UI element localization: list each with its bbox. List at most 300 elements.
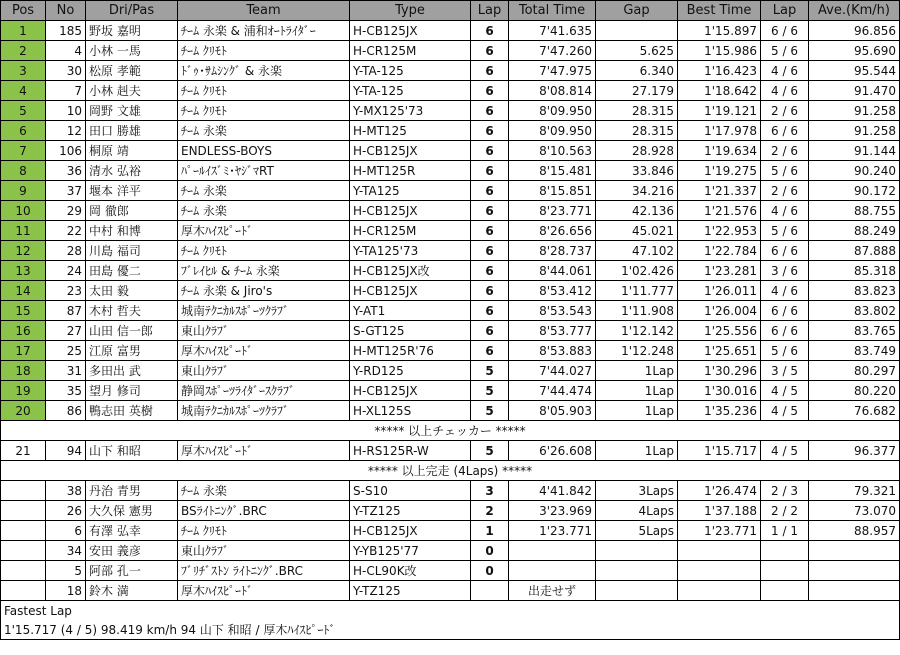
table-row (1, 241, 900, 261)
cell-lap: 5 (471, 381, 509, 401)
cell-team: ﾁｰﾑ ｸﾘﾓﾄ (178, 41, 350, 61)
cell-average-speed: 73.070 (809, 501, 900, 521)
cell-total-time: 8'09.950 (509, 101, 596, 121)
cell-best-time: 1'16.423 (678, 61, 761, 81)
cell-best-lap: 6 / 6 (761, 301, 809, 321)
table-row (1, 381, 900, 401)
cell-best-time: 1'19.121 (678, 101, 761, 121)
cell-lap: 6 (471, 201, 509, 221)
table-row (1, 401, 900, 421)
cell-driver: 大久保 憲男 (86, 501, 178, 521)
cell-no: 6 (46, 521, 86, 541)
cell-total-time: 8'53.883 (509, 341, 596, 361)
cell-team: ﾁｰﾑ ｸﾘﾓﾄ (178, 241, 350, 261)
cell-type: Y-TA-125 (350, 61, 471, 81)
cell-total-time: 8'26.656 (509, 221, 596, 241)
cell-average-speed: 76.682 (809, 401, 900, 421)
cell-driver: 望月 修司 (86, 381, 178, 401)
cell-gap (596, 541, 678, 561)
cell-best-time: 1'26.011 (678, 281, 761, 301)
cell-average-speed: 90.172 (809, 181, 900, 201)
cell-lap: 6 (471, 21, 509, 41)
cell-driver: 松原 孝範 (86, 61, 178, 81)
cell-total-time: 1'23.771 (509, 521, 596, 541)
cell-average-speed: 79.321 (809, 481, 900, 501)
cell-no: 94 (46, 441, 86, 461)
cell-type: H-CB125JX (350, 21, 471, 41)
header-gap: Gap (596, 1, 678, 21)
cell-team: 東山ｸﾗﾌﾞ (178, 361, 350, 381)
cell-no: 22 (46, 221, 86, 241)
cell-team: ﾄﾞｩ･ｻﾑｼﾝｸﾞ & 永楽 (178, 61, 350, 81)
cell-driver: 田島 優二 (86, 261, 178, 281)
cell-type: Y-YB125'77 (350, 541, 471, 561)
cell-best-lap: 6 / 6 (761, 321, 809, 341)
cell-average-speed: 91.258 (809, 121, 900, 141)
cell-no: 5 (46, 561, 86, 581)
cell-team: 厚木ﾊｲｽﾋﾟｰﾄﾞ (178, 441, 350, 461)
cell-driver: 堰本 洋平 (86, 181, 178, 201)
cell-average-speed: 88.249 (809, 221, 900, 241)
cell-driver: 中村 和博 (86, 221, 178, 241)
cell-driver: 阿部 孔一 (86, 561, 178, 581)
cell-gap: 5Laps (596, 521, 678, 541)
cell-gap: 33.846 (596, 161, 678, 181)
cell-team: 静岡ｽﾎﾟｰﾂﾗｲﾀﾞｰｽｸﾗﾌﾞ (178, 381, 350, 401)
cell-driver: 有澤 弘幸 (86, 521, 178, 541)
cell-no: 24 (46, 261, 86, 281)
header-average-speed: Ave.(Km/h) (809, 1, 900, 21)
cell-average-speed: 83.749 (809, 341, 900, 361)
cell-pos: 19 (1, 381, 46, 401)
cell-no: 28 (46, 241, 86, 261)
cell-lap: 6 (471, 61, 509, 81)
cell-pos: 2 (1, 41, 46, 61)
cell-pos (1, 561, 46, 581)
header-lap: Lap (471, 1, 509, 21)
table-row (1, 561, 900, 581)
cell-driver: 丹治 青男 (86, 481, 178, 501)
cell-best-lap: 4 / 6 (761, 201, 809, 221)
cell-no: 23 (46, 281, 86, 301)
cell-no: 4 (46, 41, 86, 61)
cell-best-lap: 6 / 6 (761, 121, 809, 141)
finish-separator-row (1, 461, 900, 481)
cell-team: ﾁｰﾑ 永楽 (178, 481, 350, 501)
cell-best-lap: 2 / 6 (761, 141, 809, 161)
cell-driver: 野坂 嘉明 (86, 21, 178, 41)
cell-lap: 6 (471, 121, 509, 141)
cell-best-time: 1'23.281 (678, 261, 761, 281)
cell-gap: 27.179 (596, 81, 678, 101)
cell-no: 27 (46, 321, 86, 341)
cell-best-lap: 4 / 5 (761, 381, 809, 401)
table-row (1, 161, 900, 181)
cell-total-time: 出走せず (509, 581, 596, 601)
cell-type: Y-MX125'73 (350, 101, 471, 121)
cell-team: ﾁｰﾑ ｸﾘﾓﾄ (178, 521, 350, 541)
cell-average-speed: 96.377 (809, 441, 900, 461)
cell-total-time: 8'05.903 (509, 401, 596, 421)
cell-lap: 6 (471, 261, 509, 281)
cell-best-lap: 6 / 6 (761, 21, 809, 41)
cell-best-lap: 2 / 6 (761, 181, 809, 201)
cell-pos (1, 481, 46, 501)
cell-gap: 1'12.248 (596, 341, 678, 361)
cell-average-speed (809, 581, 900, 601)
cell-pos: 7 (1, 141, 46, 161)
cell-lap: 6 (471, 341, 509, 361)
cell-total-time: 8'53.412 (509, 281, 596, 301)
cell-gap: 1Lap (596, 441, 678, 461)
cell-gap: 4Laps (596, 501, 678, 521)
table-row (1, 281, 900, 301)
cell-lap: 5 (471, 401, 509, 421)
cell-lap (471, 581, 509, 601)
cell-no: 38 (46, 481, 86, 501)
cell-pos: 4 (1, 81, 46, 101)
cell-total-time: 7'47.260 (509, 41, 596, 61)
cell-best-time: 1'30.296 (678, 361, 761, 381)
cell-team: ENDLESS-BOYS (178, 141, 350, 161)
cell-total-time: 8'23.771 (509, 201, 596, 221)
cell-average-speed: 95.690 (809, 41, 900, 61)
cell-best-lap: 1 / 1 (761, 521, 809, 541)
cell-driver: 岡 徹郎 (86, 201, 178, 221)
table-row (1, 481, 900, 501)
cell-best-lap: 3 / 6 (761, 261, 809, 281)
cell-best-lap: 5 / 6 (761, 221, 809, 241)
cell-no: 185 (46, 21, 86, 41)
cell-lap: 5 (471, 361, 509, 381)
cell-pos: 20 (1, 401, 46, 421)
cell-best-time (678, 581, 761, 601)
table-row (1, 81, 900, 101)
cell-gap: 1'11.908 (596, 301, 678, 321)
cell-gap: 42.136 (596, 201, 678, 221)
cell-best-lap: 2 / 6 (761, 101, 809, 121)
cell-gap: 47.102 (596, 241, 678, 261)
cell-team: 厚木ﾊｲｽﾋﾟｰﾄﾞ (178, 221, 350, 241)
cell-gap: 1'02.426 (596, 261, 678, 281)
cell-driver: 川島 福司 (86, 241, 178, 261)
cell-pos: 11 (1, 221, 46, 241)
cell-best-time (678, 561, 761, 581)
cell-driver: 小林 一馬 (86, 41, 178, 61)
header-type: Type (350, 1, 471, 21)
cell-lap: 6 (471, 101, 509, 121)
cell-lap: 3 (471, 481, 509, 501)
cell-lap: 6 (471, 141, 509, 161)
cell-lap: 6 (471, 81, 509, 101)
cell-best-time (678, 541, 761, 561)
cell-no: 26 (46, 501, 86, 521)
cell-best-time: 1'30.016 (678, 381, 761, 401)
cell-gap: 6.340 (596, 61, 678, 81)
cell-gap: 1Lap (596, 401, 678, 421)
cell-best-time: 1'23.771 (678, 521, 761, 541)
cell-best-time: 1'26.004 (678, 301, 761, 321)
cell-best-lap: 4 / 5 (761, 441, 809, 461)
cell-type: H-CL90K改 (350, 561, 471, 581)
cell-pos: 17 (1, 341, 46, 361)
cell-gap (596, 581, 678, 601)
cell-best-time: 1'21.337 (678, 181, 761, 201)
cell-total-time: 7'47.975 (509, 61, 596, 81)
cell-no: 35 (46, 381, 86, 401)
cell-type: H-CR125M (350, 221, 471, 241)
cell-best-time: 1'37.188 (678, 501, 761, 521)
cell-gap: 1Lap (596, 361, 678, 381)
table-row (1, 101, 900, 121)
cell-gap: 34.216 (596, 181, 678, 201)
cell-no: 18 (46, 581, 86, 601)
cell-best-lap: 3 / 5 (761, 361, 809, 381)
cell-gap: 1'11.777 (596, 281, 678, 301)
cell-type: H-RS125R-W (350, 441, 471, 461)
header-no: No (46, 1, 86, 21)
table-row (1, 121, 900, 141)
cell-type: H-MT125 (350, 121, 471, 141)
cell-team: 城南ﾃｸﾆｶﾙｽﾎﾟｰﾂｸﾗﾌﾞ (178, 301, 350, 321)
table-row (1, 261, 900, 281)
cell-pos: 14 (1, 281, 46, 301)
cell-best-time: 1'21.576 (678, 201, 761, 221)
dnf-body (1, 481, 900, 601)
results-body (1, 21, 900, 421)
fastest-lap-title-row (1, 601, 900, 621)
cell-total-time: 8'15.851 (509, 181, 596, 201)
cell-team: BSﾗｲﾄﾆﾝｸﾞ.BRC (178, 501, 350, 521)
table-row (1, 541, 900, 561)
cell-average-speed: 80.297 (809, 361, 900, 381)
cell-team: 厚木ﾊｲｽﾋﾟｰﾄﾞ (178, 341, 350, 361)
cell-best-lap: 2 / 3 (761, 481, 809, 501)
cell-pos: 1 (1, 21, 46, 41)
cell-team: 東山ｸﾗﾌﾞ (178, 541, 350, 561)
cell-gap: 45.021 (596, 221, 678, 241)
cell-no: 25 (46, 341, 86, 361)
cell-type: H-CR125M (350, 41, 471, 61)
cell-pos (1, 581, 46, 601)
cell-average-speed: 80.220 (809, 381, 900, 401)
cell-best-lap: 4 / 6 (761, 281, 809, 301)
cell-best-time: 1'19.634 (678, 141, 761, 161)
cell-average-speed (809, 561, 900, 581)
cell-type: H-CB125JX改 (350, 261, 471, 281)
cell-total-time: 7'41.635 (509, 21, 596, 41)
cell-type: H-CB125JX (350, 281, 471, 301)
cell-no: 36 (46, 161, 86, 181)
cell-gap: 1Lap (596, 381, 678, 401)
cell-driver: 江原 富男 (86, 341, 178, 361)
cell-driver: 多田出 武 (86, 361, 178, 381)
cell-gap: 1'12.142 (596, 321, 678, 341)
cell-best-lap (761, 561, 809, 581)
cell-total-time: 4'41.842 (509, 481, 596, 501)
cell-best-time: 1'18.642 (678, 81, 761, 101)
cell-pos (1, 521, 46, 541)
cell-pos (1, 541, 46, 561)
cell-lap: 5 (471, 441, 509, 461)
table-row (1, 221, 900, 241)
fastest-lap-value: 1'15.717 (4 / 5) 98.419 km/h 94 山下 和昭 / 厚木ﾊｲｽﾋﾟｰﾄﾞ (1, 620, 900, 640)
cell-type: Y-TZ125 (350, 501, 471, 521)
cell-no: 106 (46, 141, 86, 161)
cell-lap: 6 (471, 321, 509, 341)
cell-lap: 6 (471, 181, 509, 201)
cell-pos (1, 501, 46, 521)
cell-no: 30 (46, 61, 86, 81)
cell-type: H-XL125S (350, 401, 471, 421)
cell-pos: 5 (1, 101, 46, 121)
cell-best-time: 1'22.953 (678, 221, 761, 241)
cell-no: 34 (46, 541, 86, 561)
row21-body (1, 441, 900, 461)
cell-best-lap: 4 / 5 (761, 401, 809, 421)
cell-total-time: 7'44.027 (509, 361, 596, 381)
cell-team: ﾌﾞﾘﾁﾞｽﾄﾝ ﾗｲﾄﾆﾝｸﾞ.BRC (178, 561, 350, 581)
cell-type: Y-TA125 (350, 181, 471, 201)
cell-average-speed: 88.755 (809, 201, 900, 221)
cell-gap: 5.625 (596, 41, 678, 61)
cell-best-time: 1'25.556 (678, 321, 761, 341)
cell-lap: 6 (471, 301, 509, 321)
cell-gap: 28.315 (596, 101, 678, 121)
cell-best-lap: 4 / 6 (761, 81, 809, 101)
cell-team: ﾁｰﾑ ｸﾘﾓﾄ (178, 81, 350, 101)
cell-type: H-MT125R (350, 161, 471, 181)
cell-total-time (509, 561, 596, 581)
cell-pos: 9 (1, 181, 46, 201)
cell-average-speed: 96.856 (809, 21, 900, 41)
cell-average-speed: 95.544 (809, 61, 900, 81)
cell-lap: 6 (471, 241, 509, 261)
cell-pos: 13 (1, 261, 46, 281)
cell-best-lap: 5 / 6 (761, 161, 809, 181)
cell-average-speed: 87.888 (809, 241, 900, 261)
cell-average-speed: 91.144 (809, 141, 900, 161)
cell-total-time: 8'44.061 (509, 261, 596, 281)
cell-pos: 12 (1, 241, 46, 261)
table-row (1, 21, 900, 41)
cell-team: 東山ｸﾗﾌﾞ (178, 321, 350, 341)
cell-type: S-S10 (350, 481, 471, 501)
cell-average-speed: 91.258 (809, 101, 900, 121)
cell-best-time: 1'35.236 (678, 401, 761, 421)
cell-best-time: 1'26.474 (678, 481, 761, 501)
cell-total-time: 7'44.474 (509, 381, 596, 401)
cell-no: 10 (46, 101, 86, 121)
table-row (1, 181, 900, 201)
cell-pos: 10 (1, 201, 46, 221)
cell-best-time: 1'15.986 (678, 41, 761, 61)
cell-best-time: 1'19.275 (678, 161, 761, 181)
table-row (1, 41, 900, 61)
cell-driver: 桐原 靖 (86, 141, 178, 161)
cell-lap: 6 (471, 221, 509, 241)
cell-best-lap: 2 / 2 (761, 501, 809, 521)
header-best-time: Best Time (678, 1, 761, 21)
cell-pos: 6 (1, 121, 46, 141)
cell-driver: 小林 赳夫 (86, 81, 178, 101)
cell-average-speed: 91.470 (809, 81, 900, 101)
cell-best-lap: 4 / 6 (761, 61, 809, 81)
fastest-lap-value-row (1, 620, 900, 640)
cell-driver: 太田 毅 (86, 281, 178, 301)
cell-no: 7 (46, 81, 86, 101)
cell-type: Y-TA125'73 (350, 241, 471, 261)
table-row (1, 581, 900, 601)
cell-driver: 鴨志田 英樹 (86, 401, 178, 421)
header-pos: Pos (1, 1, 46, 21)
cell-no: 86 (46, 401, 86, 421)
cell-lap: 1 (471, 521, 509, 541)
cell-type: H-MT125R'76 (350, 341, 471, 361)
cell-driver: 山田 信一郎 (86, 321, 178, 341)
cell-type: H-CB125JX (350, 521, 471, 541)
table-row (1, 61, 900, 81)
cell-total-time: 8'15.481 (509, 161, 596, 181)
cell-best-time: 1'17.978 (678, 121, 761, 141)
cell-average-speed: 90.240 (809, 161, 900, 181)
cell-total-time: 8'53.777 (509, 321, 596, 341)
cell-average-speed: 83.765 (809, 321, 900, 341)
cell-best-time: 1'15.717 (678, 441, 761, 461)
cell-team: 厚木ﾊｲｽﾋﾟｰﾄﾞ (178, 581, 350, 601)
cell-lap: 2 (471, 501, 509, 521)
cell-gap (596, 21, 678, 41)
cell-driver: 清水 弘裕 (86, 161, 178, 181)
table-row (1, 521, 900, 541)
cell-type: Y-RD125 (350, 361, 471, 381)
cell-driver: 木村 哲夫 (86, 301, 178, 321)
cell-team: ﾁｰﾑ 永楽 (178, 201, 350, 221)
cell-lap: 0 (471, 541, 509, 561)
cell-best-lap (761, 541, 809, 561)
header-best-lap: Lap (761, 1, 809, 21)
cell-best-lap: 5 / 6 (761, 41, 809, 61)
cell-lap: 6 (471, 161, 509, 181)
header-row (1, 1, 900, 21)
header-driver: Dri/Pas (86, 1, 178, 21)
cell-team: ﾊﾟｰﾙｲｽﾞﾐ･ﾔｼﾞﾏRT (178, 161, 350, 181)
cell-lap: 6 (471, 41, 509, 61)
cell-team: ﾁｰﾑ ｸﾘﾓﾄ (178, 101, 350, 121)
cell-total-time: 8'09.950 (509, 121, 596, 141)
cell-team: ﾌﾞﾚｲﾋﾙ & ﾁｰﾑ 永楽 (178, 261, 350, 281)
cell-team: 城南ﾃｸﾆｶﾙｽﾎﾟｰﾂｸﾗﾌﾞ (178, 401, 350, 421)
header-team: Team (178, 1, 350, 21)
cell-total-time: 8'28.737 (509, 241, 596, 261)
cell-total-time: 8'10.563 (509, 141, 596, 161)
cell-total-time: 8'08.814 (509, 81, 596, 101)
cell-average-speed: 83.823 (809, 281, 900, 301)
table-row (1, 301, 900, 321)
cell-driver: 鈴木 満 (86, 581, 178, 601)
cell-best-lap (761, 581, 809, 601)
cell-driver: 岡野 文雄 (86, 101, 178, 121)
cell-average-speed: 88.957 (809, 521, 900, 541)
cell-driver: 田口 勝雄 (86, 121, 178, 141)
fastest-lap-title: Fastest Lap (1, 601, 900, 621)
cell-no: 12 (46, 121, 86, 141)
cell-type: H-CB125JX (350, 201, 471, 221)
cell-driver: 山下 和昭 (86, 441, 178, 461)
cell-best-time: 1'22.784 (678, 241, 761, 261)
cell-no: 87 (46, 301, 86, 321)
cell-no: 31 (46, 361, 86, 381)
